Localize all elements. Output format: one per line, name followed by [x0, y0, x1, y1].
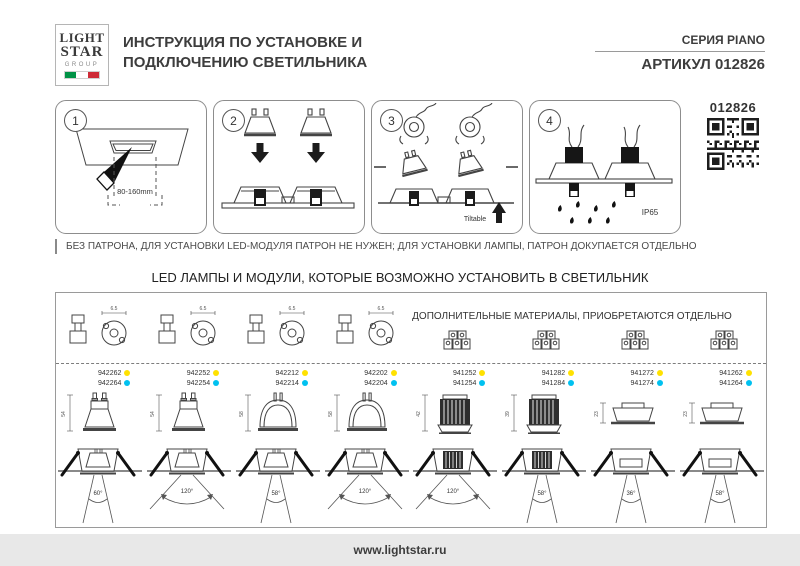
- article-code: 942262: [98, 369, 122, 377]
- svg-text:6.5: 6.5: [110, 306, 118, 312]
- terminal-block-icon: [589, 299, 677, 361]
- step-number-badge: 3: [380, 109, 403, 132]
- fixture-cross-section-drawing: [145, 435, 233, 527]
- article-code: 942254: [186, 379, 211, 387]
- page-title: [123, 33, 367, 73]
- fixture-cross-section-drawing: [411, 435, 499, 527]
- logo-word-group: GROUP: [64, 62, 100, 68]
- warm-color-dot-icon: [746, 370, 752, 376]
- svg-text:54: 54: [61, 411, 68, 417]
- ip65-label: IP65: [641, 208, 659, 217]
- step-number-badge: 4: [538, 109, 561, 132]
- warm-color-dot-icon: [479, 370, 485, 376]
- article-code: 941254: [453, 379, 477, 387]
- dashed-divider: [56, 363, 766, 364]
- gu10-socket-drawing: [56, 299, 144, 361]
- cool-color-dot-icon: [568, 380, 574, 386]
- cool-color-dot-icon: [302, 380, 308, 386]
- module-column: [322, 293, 411, 527]
- article-codes: [603, 367, 663, 389]
- compatibility-section-title: LED ЛАМПЫ И МОДУЛИ, КОТОРЫЕ ВОЗМОЖНО УСТАНОВИТЬ В СВЕТИЛЬНИК: [151, 270, 649, 285]
- article-codes: [337, 367, 397, 389]
- step-number-badge: 1: [64, 109, 87, 132]
- cool-color-dot-icon: [391, 380, 397, 386]
- svg-text:60°: 60°: [93, 491, 103, 497]
- gu10-socket-drawing: [145, 299, 233, 361]
- article-code: 941284: [541, 379, 566, 387]
- water-drops-icon: [558, 201, 616, 224]
- svg-text:120°: 120°: [447, 489, 460, 495]
- gu10-socket-drawing: [323, 299, 411, 361]
- additional-materials-title: ДОПОЛНИТЕЛЬНЫЕ МАТЕРИАЛЫ, ПРИОБРЕТАЮТСЯ ОТДЕЛЬНО: [412, 311, 732, 322]
- article-codes: [425, 367, 485, 389]
- fixture-cross-section-drawing: [589, 435, 677, 527]
- series-label: СЕРИЯ PIANO: [595, 33, 765, 52]
- lamp-drawing: [589, 391, 677, 435]
- article-codes: [159, 367, 219, 389]
- warm-color-dot-icon: [568, 370, 574, 376]
- svg-text:6.5: 6.5: [377, 306, 385, 312]
- article-code: 941272: [630, 369, 654, 377]
- article-code: 941274: [630, 379, 654, 387]
- svg-text:23: 23: [593, 411, 600, 417]
- article-code: 942212: [275, 369, 299, 377]
- article-code: 941282: [541, 369, 566, 377]
- cutout-size-label: 80-160mm: [117, 187, 153, 196]
- footer-band: [0, 534, 800, 566]
- warm-color-dot-icon: [391, 370, 397, 376]
- svg-text:54: 54: [150, 411, 157, 417]
- step-panel-2: [213, 100, 365, 234]
- fixture-cross-section-drawing: [234, 435, 322, 527]
- lamp-drawing: [145, 391, 233, 435]
- svg-text:58°: 58°: [715, 491, 725, 497]
- module-column: [500, 293, 589, 527]
- warm-color-dot-icon: [657, 370, 663, 376]
- svg-text:6.5: 6.5: [288, 306, 296, 312]
- qr-code-icon: [707, 118, 759, 170]
- svg-text:58°: 58°: [537, 491, 547, 497]
- article-code: 942202: [364, 369, 388, 377]
- svg-text:39: 39: [505, 411, 512, 417]
- warm-color-dot-icon: [302, 370, 308, 376]
- fixture-cross-section-drawing: [678, 435, 766, 527]
- article-code: 942214: [275, 379, 299, 387]
- lamp-drawing: [234, 391, 322, 435]
- svg-text:23: 23: [682, 411, 689, 417]
- module-column: [411, 293, 500, 527]
- article-number: 012826: [709, 100, 757, 115]
- svg-text:36°: 36°: [626, 491, 636, 497]
- article-code: 941262: [719, 369, 743, 377]
- article-code: 942264: [98, 379, 122, 387]
- header-right: [595, 33, 765, 73]
- step-number-badge: 2: [222, 109, 245, 132]
- article-code: 941252: [453, 369, 477, 377]
- svg-text:58: 58: [327, 411, 334, 417]
- module-columns: [56, 293, 766, 527]
- svg-text:120°: 120°: [358, 489, 371, 495]
- logo-word-light: LIGHT: [59, 30, 105, 45]
- fixture-cross-section-drawing: [323, 435, 411, 527]
- lamp-drawing: [323, 391, 411, 435]
- step-panel-4: [529, 100, 681, 234]
- article-code: 942252: [186, 369, 211, 377]
- fixture-cross-section-drawing: [500, 435, 588, 527]
- page-title-line1: ИНСТРУКЦИЯ ПО УСТАНОВКЕ И: [123, 34, 363, 51]
- compatibility-panel: [55, 292, 767, 528]
- cool-color-dot-icon: [746, 380, 752, 386]
- warm-color-dot-icon: [213, 370, 219, 376]
- qr-block: [705, 100, 761, 175]
- note-text: БЕЗ ПАТРОНА, ДЛЯ УСТАНОВКИ LED-МОДУЛЯ ПАТРОН НЕ НУЖЕН; ДЛЯ УСТАНОВКИ ЛАМПЫ, ПАТРОН ДОКУПАЕТСЯ ОТДЕЛЬНО: [55, 239, 765, 254]
- article-code: 942204: [364, 379, 388, 387]
- warm-color-dot-icon: [124, 370, 130, 376]
- article-codes: [248, 367, 308, 389]
- cool-color-dot-icon: [213, 380, 219, 386]
- tiltable-label: Tiltable: [463, 216, 487, 223]
- svg-text:6.5: 6.5: [199, 306, 207, 312]
- website-url: www.lightstar.ru: [353, 543, 447, 557]
- module-column: [56, 293, 145, 527]
- module-column: [145, 293, 234, 527]
- article-codes: [692, 367, 752, 389]
- lamp-drawing: [411, 391, 499, 435]
- step-panel-1: [55, 100, 207, 234]
- article-code: 941264: [719, 379, 743, 387]
- article-codes: [70, 367, 130, 389]
- svg-text:58: 58: [238, 411, 245, 417]
- svg-text:120°: 120°: [180, 489, 194, 495]
- lamp-drawing: [56, 391, 144, 435]
- page-title-line2: ПОДКЛЮЧЕНИЮ СВЕТИЛЬНИКА: [123, 54, 368, 71]
- article-label: АРТИКУЛ 012826: [641, 56, 765, 73]
- cool-color-dot-icon: [657, 380, 663, 386]
- italian-flag-icon: [64, 71, 100, 79]
- cool-color-dot-icon: [479, 380, 485, 386]
- logo-word-star: STAR: [60, 44, 104, 60]
- terminal-block-icon: [411, 299, 499, 361]
- svg-text:42: 42: [416, 411, 423, 417]
- gu10-socket-drawing: [234, 299, 322, 361]
- svg-text:58°: 58°: [271, 491, 281, 497]
- terminal-block-icon: [500, 299, 588, 361]
- terminal-block-icon: [678, 299, 766, 361]
- lamp-drawing: [678, 391, 766, 435]
- fixture-cross-section-drawing: [56, 435, 144, 527]
- cool-color-dot-icon: [124, 380, 130, 386]
- module-column: [234, 293, 323, 527]
- article-codes: [514, 367, 574, 389]
- lightstar-logo: [55, 24, 109, 86]
- module-column: [589, 293, 678, 527]
- step-panel-3: [371, 100, 523, 234]
- lamp-drawing: [500, 391, 588, 435]
- module-column: [677, 293, 766, 527]
